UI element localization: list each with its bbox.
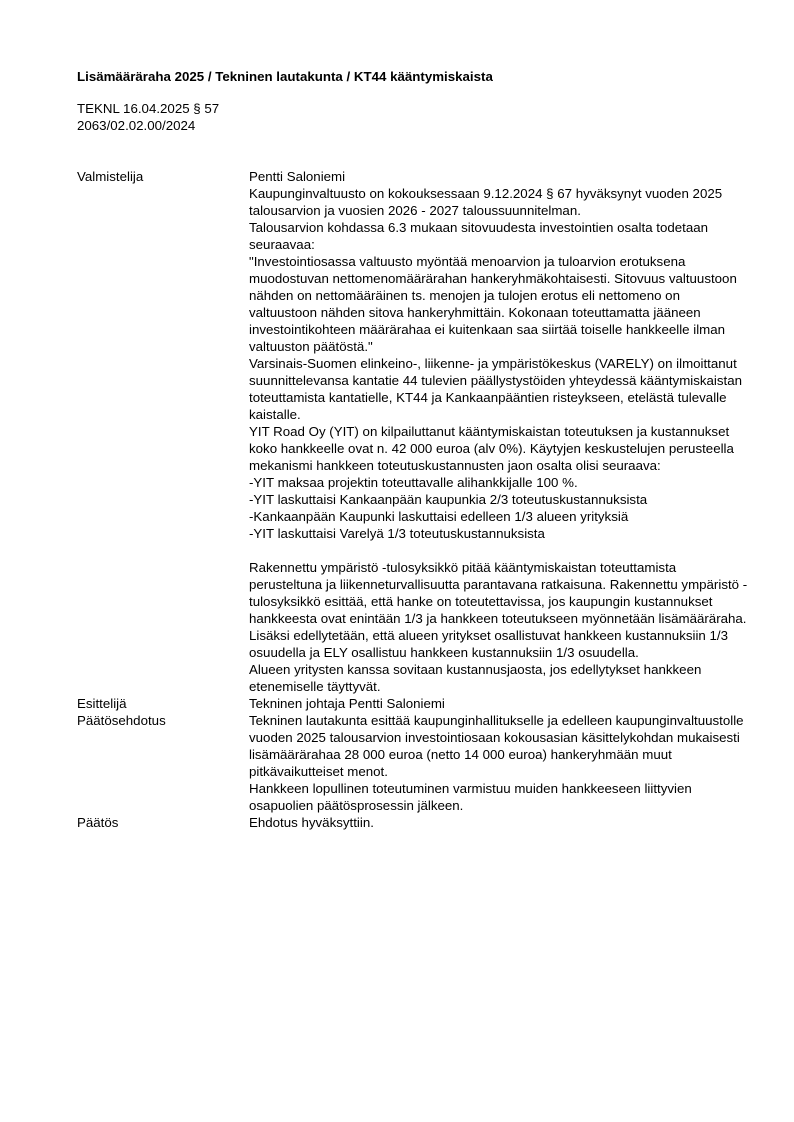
paragraph: Kaupunginvaltuusto on kokouksessaan 9.12.2024 § 67 hyväksynyt vuoden 2025 talousarvion ja vuosien 2026 - 2027 taloussuunnitelman. xyxy=(249,186,723,218)
presenter-name: Tekninen johtaja Pentti Saloniemi xyxy=(249,696,445,711)
paragraph: Hankkeen lopullinen toteutuminen varmistuu muiden hankkeeseen liittyvien osapuolien päätösprosessin jälkeen. xyxy=(249,781,692,813)
paragraph: Tekninen lautakunta esittää kaupunginhallitukselle ja edelleen kaupunginvaltuustolle vuoden 2025 talousarvion investointiosaan kokousasian käsittelykohdan mukaisesti lisämäärärahaa 28 000 euroa (netto 14 000 euroa) hankeryhmään muut pitkävaikutteiset menot. xyxy=(249,713,744,779)
section-paatos xyxy=(77,814,747,831)
section-label: Esittelijä xyxy=(77,696,127,711)
paragraph: Alueen yritysten kanssa sovitaan kustannusjaosta, jos edellytykset hankkeen etenemiselle täyttyvät. xyxy=(249,662,702,694)
quote-paragraph: "Investointiosassa valtuusto myöntää menoarvion ja tuloarvion erotuksena muodostuvan nettomenomäärärahan hankeryhmäkohtaisesti. Sitovuus valtuustoon nähden on nettomääräinen ts. menojen ja tulojen erotus eli nettomeno on valtuustoon nähden sitova hankeryhmittäin. Kokonaan toteuttamatta jääneen investointikohteen määrärahaa ei kuitenkaan saa siirtää toiselle hankkeelle ilman valtuuston päätöstä." xyxy=(249,254,737,354)
list-item: -Kankaanpään Kaupunki laskuttaisi edelleen 1/3 alueen yrityksiä xyxy=(249,509,629,524)
document-page xyxy=(77,68,747,831)
section-label: Päätösehdotus xyxy=(77,713,166,728)
section-content xyxy=(249,695,749,712)
decision-text: Ehdotus hyväksyttiin. xyxy=(249,815,374,830)
section-esittelija xyxy=(77,695,747,712)
section-content xyxy=(249,814,749,831)
reference-block xyxy=(77,100,747,134)
section-content xyxy=(249,712,749,814)
section-content xyxy=(249,168,749,695)
preparer-name: Pentti Saloniemi xyxy=(249,169,346,184)
section-label: Päätös xyxy=(77,815,119,830)
section-paatosehdotus xyxy=(77,712,747,814)
meeting-reference: TEKNL 16.04.2025 § 57 xyxy=(77,101,220,116)
list-item: -YIT laskuttaisi Varelyä 1/3 toteutuskustannuksista xyxy=(249,526,545,541)
section-valmistelija xyxy=(77,168,747,695)
paragraph: Rakennettu ympäristö -tulosyksikkö pitää kääntymiskaistan toteuttamista perusteltuna ja liikenneturvallisuutta parantavana ratkaisuna. Rakennettu ympäristö -tulosyksikkö esittää, että hanke on toteutettavissa, jos kaupungin kustannukset hankkeesta ovat enintään 1/3 ja hankkeen toteutukseen myönnetään lisämääräraha. Lisäksi edellytetään, että alueen yritykset osallistuvat hankkeen kustannuksiin 1/3 osuudella ja ELY osallistuu hankkeen kustannuksiin 1/3 osuudella. xyxy=(249,560,748,660)
section-label: Valmistelija xyxy=(77,169,144,184)
list-item: -YIT laskuttaisi Kankaanpään kaupunkia 2/3 toteutuskustannuksista xyxy=(249,492,648,507)
document-title: Lisämääräraha 2025 / Tekninen lautakunta / KT44 kääntymiskaista xyxy=(77,69,493,84)
record-id: 2063/02.02.00/2024 xyxy=(77,118,196,133)
paragraph: YIT Road Oy (YIT) on kilpailuttanut kääntymiskaistan toteutuksen ja kustannukset koko hankkeelle ovat n. 42 000 euroa (alv 0%). Käytyjen keskustelujen perusteella mekanismi hankkeen toteutuskustannusten jaon osalta olisi seuraava: xyxy=(249,424,734,473)
paragraph: Talousarvion kohdassa 6.3 mukaan sitovuudesta investointien osalta todetaan seuraavaa: xyxy=(249,220,709,252)
cost-split-list xyxy=(249,474,749,542)
paragraph: Varsinais-Suomen elinkeino-, liikenne- ja ympäristökeskus (VARELY) on ilmoittanut suunnittelevansa kantatie 44 tulevien päällystystöiden yhteydessä kääntymiskaistan toteuttamista kantatielle, KT44 ja Kankaanpääntien risteykseen, etelästä tulevalle kaistalle. xyxy=(249,356,743,422)
list-item: -YIT maksaa projektin toteuttavalle alihankkijalle 100 %. xyxy=(249,475,578,490)
